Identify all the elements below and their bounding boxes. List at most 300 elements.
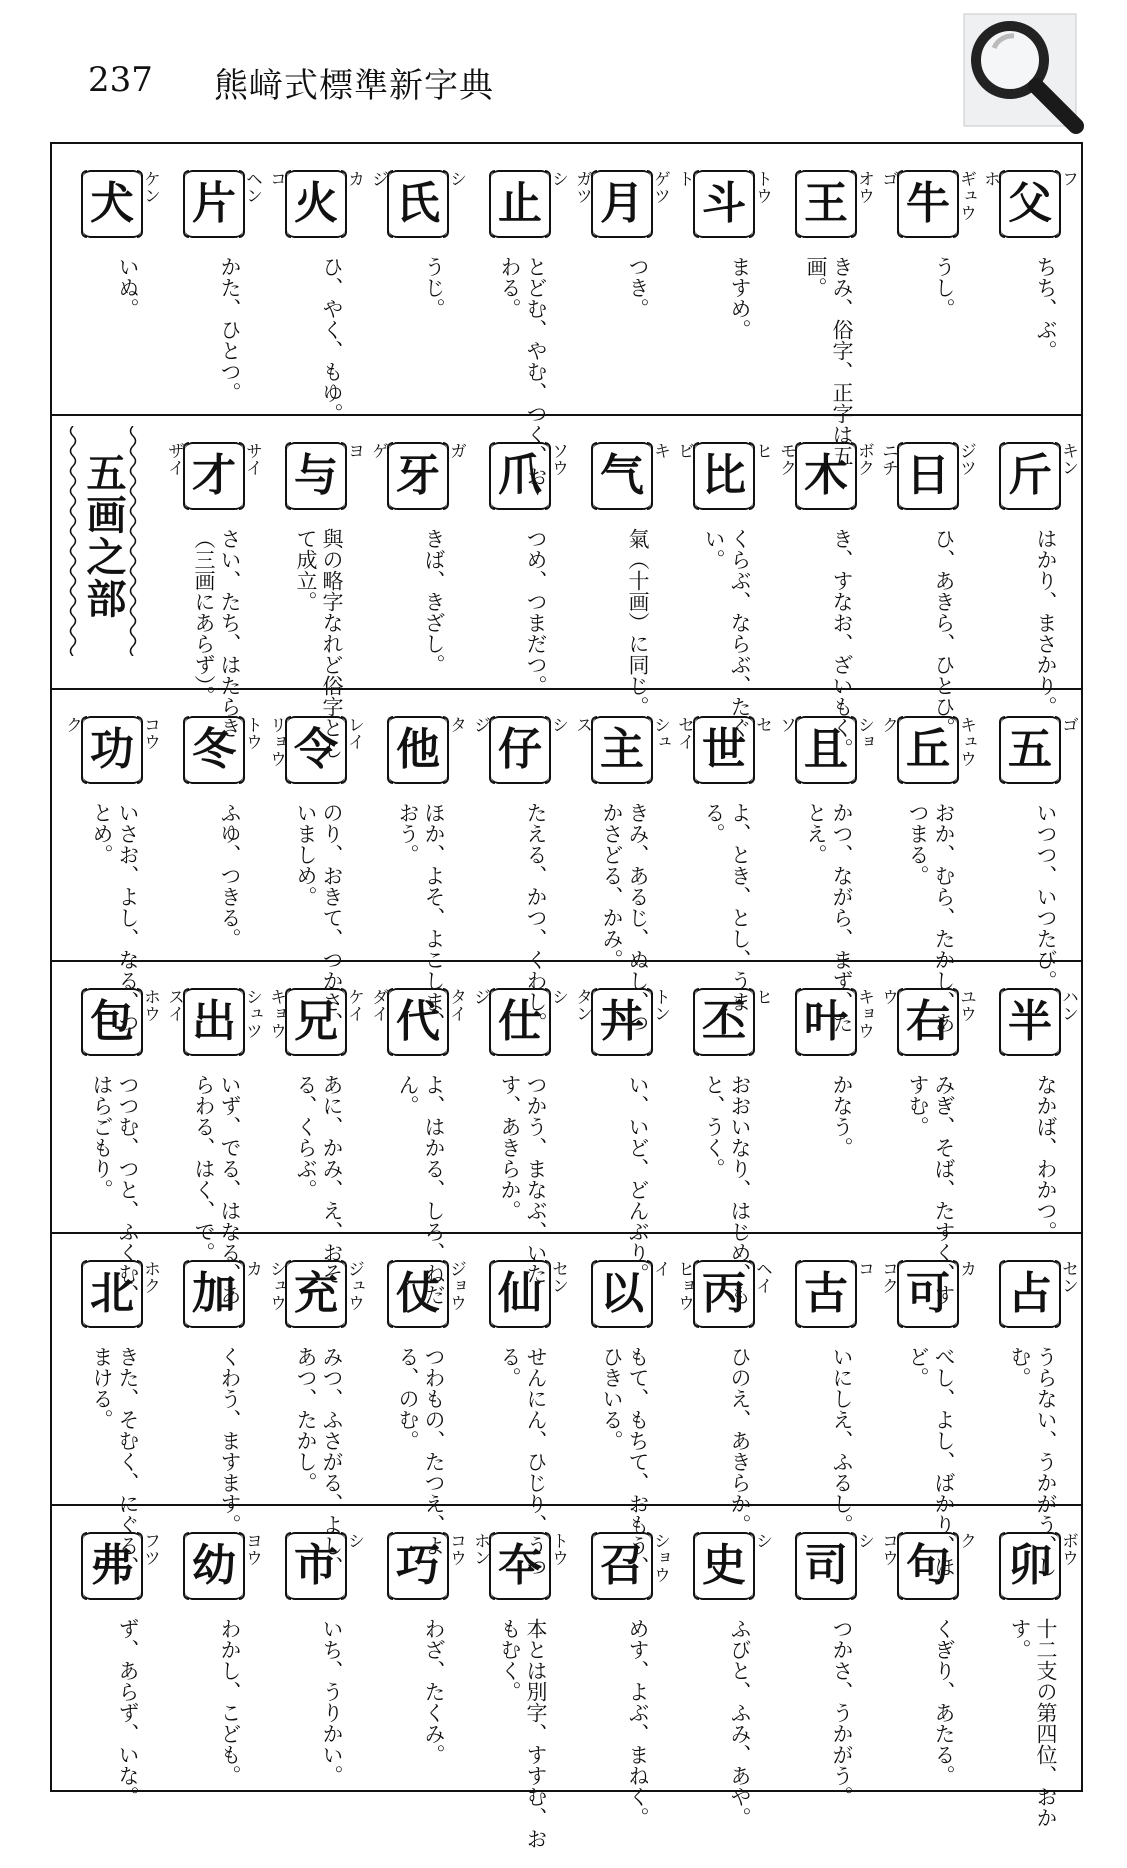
reading-right: ジツ	[956, 442, 976, 476]
kanji-entry[interactable]	[265, 144, 367, 424]
kanji-definition: ひ、あきら、ひとひ。	[932, 528, 956, 738]
kanji-character: 可	[906, 1268, 950, 1319]
kanji-entry[interactable]	[367, 144, 469, 414]
kanji-definition: かつ、ながら、まず、たとえ。	[804, 802, 854, 1033]
kanji-head	[265, 436, 367, 516]
kanji-character: 木	[804, 450, 848, 501]
kanji-definition: とどむ、やむ、つく、おわる。	[498, 256, 548, 487]
reading-right: フツ	[140, 1532, 160, 1566]
kanji-head	[469, 436, 571, 516]
kanji-definition: ちち、ぶ。	[1034, 256, 1058, 361]
kanji-head	[61, 164, 163, 244]
reading-right: イ	[650, 1260, 670, 1277]
kanji-entry[interactable]	[877, 144, 979, 414]
kanji-definition: かなう。	[830, 1074, 854, 1158]
kanji-character: 令	[294, 724, 338, 775]
reading-right: ク	[956, 1532, 976, 1549]
kanji-character: 冬	[192, 724, 236, 775]
kanji-definition: よ、はかる、しろ、ねだん。	[396, 1074, 446, 1305]
reading-right: キョウ	[854, 988, 874, 1039]
kanji-head	[775, 1526, 877, 1606]
kanji-definition: 氣（十画）に同じ。	[626, 528, 650, 717]
kanji-character: 兄	[294, 996, 338, 1047]
kanji-entry[interactable]	[163, 1234, 265, 1535]
kanji-head	[163, 1254, 265, 1334]
kanji-definition: めす、よぶ、まねく。	[626, 1618, 650, 1828]
kanji-character: 且	[804, 724, 848, 775]
reading-right: シ	[752, 1532, 772, 1549]
kanji-head	[367, 1526, 469, 1606]
reading-right: ヒ	[752, 988, 772, 1005]
reading-left: コク	[878, 1260, 898, 1294]
kanji-character: 仙	[498, 1268, 542, 1319]
kanji-definition: つめ、つまだつ。	[524, 528, 548, 696]
reading-right: ゲツ	[650, 170, 670, 204]
reading-right: ホウ	[140, 988, 160, 1022]
magnifier-icon[interactable]	[958, 8, 1088, 138]
kanji-character: 父	[1008, 178, 1052, 229]
kanji-definition: いにしえ、ふるし。	[830, 1346, 854, 1535]
reading-right: シ	[548, 988, 568, 1005]
kanji-definition: ますめ。	[728, 256, 752, 340]
kanji-definition: 本とは別字、すすむ、おもむく。	[498, 1618, 548, 1849]
kanji-character: 功	[90, 724, 134, 775]
reading-left: ヒョウ	[674, 1260, 694, 1311]
kanji-entry[interactable]	[367, 1506, 469, 1790]
kanji-entry[interactable]	[61, 1506, 163, 1807]
reading-left: ジ	[470, 716, 490, 733]
kanji-character: 日	[906, 450, 950, 501]
kanji-head	[61, 1254, 163, 1334]
kanji-head	[877, 1254, 979, 1334]
kanji-definition: うらない、うかがう、しむ。	[1008, 1346, 1058, 1577]
reading-right: トン	[650, 988, 670, 1022]
kanji-character: 占	[1008, 1268, 1052, 1319]
kanji-character: 加	[192, 1268, 236, 1319]
reading-right: ショ	[854, 716, 874, 750]
reading-left: ゴ	[878, 170, 898, 187]
reading-left: ホ	[980, 170, 1000, 187]
kanji-character: 仔	[498, 724, 542, 775]
section-title: 五画之部	[80, 452, 127, 620]
kanji-head	[979, 710, 1081, 790]
reading-right: ボウ	[1058, 1532, 1078, 1566]
kanji-definition: ひ、やく、もゆ。	[320, 256, 344, 424]
reading-right: セ	[752, 716, 772, 733]
kanji-head	[979, 982, 1081, 1062]
reading-left: ク	[62, 716, 82, 733]
row	[52, 1506, 1081, 1849]
kanji-definition: みつ、ふさがる、よし、あつ、たかし。	[294, 1346, 344, 1577]
reading-right: レイ	[344, 716, 364, 750]
reading-right: ケイ	[344, 988, 364, 1022]
kanji-head	[979, 164, 1081, 244]
reading-right: ボク	[854, 442, 874, 476]
kanji-head	[571, 436, 673, 516]
reading-left: ソ	[776, 716, 796, 733]
reading-right: セン	[548, 1260, 568, 1294]
kanji-head	[163, 164, 265, 244]
reading-left: コウ	[878, 1532, 898, 1566]
kanji-head	[571, 710, 673, 790]
reading-right: タ	[446, 716, 466, 733]
kanji-character: 史	[702, 1540, 746, 1591]
reading-right: ホク	[140, 1260, 160, 1294]
page-number: 237	[88, 60, 153, 100]
reading-left: ゲ	[368, 442, 388, 459]
kanji-definition: べし、よし、ばかり、ほど。	[906, 1346, 956, 1577]
kanji-head	[469, 982, 571, 1062]
reading-right: サイ	[242, 442, 262, 476]
kanji-character: 古	[804, 1268, 848, 1319]
kanji-definition: ふゆ、つきる。	[218, 802, 242, 949]
reading-right: トウ	[752, 170, 772, 204]
kanji-head	[571, 982, 673, 1062]
kanji-character: 叶	[804, 996, 848, 1047]
reading-right: シュツ	[242, 988, 262, 1039]
reading-right: シ	[854, 1532, 874, 1549]
kanji-character: 才	[192, 450, 236, 501]
kanji-character: 出	[192, 996, 236, 1047]
reading-right: ハン	[1058, 988, 1078, 1022]
kanji-entry[interactable]	[775, 1506, 877, 1807]
kanji-head	[571, 1526, 673, 1606]
kanji-definition: うじ。	[422, 256, 446, 319]
kanji-character: 止	[498, 178, 542, 229]
kanji-definition: いち、うりかい。	[320, 1618, 344, 1786]
kanji-entry[interactable]	[469, 1506, 571, 1849]
reading-left: モク	[776, 442, 796, 476]
kanji-character: 斤	[1008, 450, 1052, 501]
reading-right: コウ	[446, 1532, 466, 1566]
kanji-head	[877, 436, 979, 516]
kanji-definition: つき。	[626, 256, 650, 319]
kanji-character: 以	[600, 1268, 644, 1319]
reading-right: ショウ	[650, 1532, 670, 1583]
kanji-character: 北	[90, 1268, 134, 1319]
kanji-entry[interactable]	[163, 144, 265, 414]
reading-right: シ	[548, 170, 568, 187]
kanji-head	[673, 1526, 775, 1606]
kanji-definition: はかり、まさかり。	[1034, 528, 1058, 717]
kanji-entry[interactable]	[469, 416, 571, 696]
kanji-head	[163, 982, 265, 1062]
reading-left: ホン	[470, 1532, 490, 1566]
kanji-definition: くわう、ますます。	[218, 1346, 242, 1535]
kanji-definition: 與の略字なれど俗字として成立。	[294, 528, 344, 759]
kanji-definition: あに、かみ、え、おそる、くらぶ。	[294, 1074, 344, 1284]
kanji-entry[interactable]	[673, 690, 775, 1012]
reading-left: セイ	[674, 716, 694, 750]
kanji-definition: のり、おきて、つかさ、いましめ。	[294, 802, 344, 1033]
kanji-character: 月	[600, 178, 644, 229]
kanji-character: 司	[804, 1540, 848, 1591]
kanji-definition: い、いど、どんぶり。	[626, 1074, 650, 1284]
kanji-definition: おおいなり、はじめ、もと、うく。	[702, 1074, 752, 1305]
kanji-head	[877, 982, 979, 1062]
kanji-head	[265, 1254, 367, 1334]
kanji-definition: いさお、よし、なる、つとめ。	[90, 802, 140, 1033]
kanji-definition: ず、あらず、いな。	[116, 1618, 140, 1807]
kanji-head	[979, 436, 1081, 516]
kanji-character: 召	[600, 1540, 644, 1591]
kanji-character: 代	[396, 996, 440, 1047]
reading-right: ケン	[140, 170, 160, 204]
kanji-entry[interactable]	[673, 144, 775, 414]
kanji-head	[775, 710, 877, 790]
dictionary-grid	[50, 142, 1083, 1849]
reading-right: ユウ	[956, 988, 976, 1022]
kanji-definition: くぎり、あたる。	[932, 1618, 956, 1786]
reading-right: フ	[1058, 170, 1078, 187]
kanji-entry[interactable]	[673, 1506, 775, 1828]
reading-right: ジュウ	[344, 1260, 364, 1311]
kanji-head	[775, 1254, 877, 1334]
kanji-definition: きた、そむく、にぐる、まける。	[90, 1346, 140, 1577]
kanji-character: 斗	[702, 178, 746, 229]
reading-right: ヒ	[752, 442, 772, 459]
kanji-head	[979, 1526, 1081, 1606]
kanji-character: 仕	[498, 996, 542, 1047]
reading-right: ヨ	[344, 442, 364, 459]
kanji-definition: ひのえ、あきらか。	[728, 1346, 752, 1535]
kanji-head	[367, 436, 469, 516]
reading-left: キョウ	[266, 988, 286, 1039]
kanji-definition: よ、とき、とし、うまる。	[702, 802, 752, 1012]
reading-right: キ	[650, 442, 670, 459]
kanji-definition: きみ、あるじ、ぬし、つかさどる、かみ。	[600, 802, 650, 1033]
kanji-definition: さい、たち、はたらき（三画にあらず）。	[192, 528, 242, 738]
section-header	[68, 426, 138, 656]
kanji-head	[163, 1526, 265, 1606]
kanji-entry[interactable]	[571, 144, 673, 414]
kanji-definition: いぬ。	[116, 256, 140, 319]
kanji-head	[469, 710, 571, 790]
kanji-entry[interactable]	[979, 416, 1081, 717]
kanji-entry[interactable]	[877, 1506, 979, 1790]
kanji-character: 世	[702, 724, 746, 775]
kanji-character: 巧	[396, 1540, 440, 1591]
kanji-head	[163, 710, 265, 790]
kanji-character: 充	[294, 1268, 338, 1319]
kanji-definition: きみ、俗字、正字は五画。	[804, 256, 854, 466]
reading-left: ダイ	[368, 988, 388, 1022]
kanji-entry[interactable]	[571, 1506, 673, 1828]
kanji-definition: いつつ、いつたび。	[1034, 802, 1058, 991]
reading-left: ジ	[470, 988, 490, 1005]
kanji-head	[265, 164, 367, 244]
kanji-character: 牙	[396, 450, 440, 501]
kanji-entry[interactable]	[163, 962, 265, 1305]
reading-left: ビ	[674, 442, 694, 459]
kanji-head	[367, 710, 469, 790]
page-header	[0, 0, 1127, 140]
reading-left: リョウ	[266, 716, 286, 767]
kanji-character: 爪	[498, 450, 542, 501]
kanji-definition: うし。	[932, 256, 956, 319]
kanji-head	[673, 710, 775, 790]
book-title: 熊﨑式標準新字典	[214, 66, 494, 106]
wavy-border-left	[68, 426, 78, 656]
reading-right: オウ	[854, 170, 874, 204]
kanji-entry[interactable]	[571, 416, 673, 717]
reading-left: ト	[674, 170, 694, 187]
reading-right: ガ	[446, 442, 466, 459]
reading-right: キュウ	[956, 716, 976, 767]
kanji-head	[265, 982, 367, 1062]
kanji-character: 牛	[906, 178, 950, 229]
reading-right: シ	[446, 170, 466, 187]
reading-right: ソウ	[548, 442, 568, 476]
kanji-head	[367, 1254, 469, 1334]
kanji-character: 幼	[192, 1540, 236, 1591]
kanji-definition: なかば、わかつ。	[1034, 1074, 1058, 1242]
kanji-entry[interactable]	[877, 416, 979, 738]
kanji-character: 句	[906, 1540, 950, 1591]
reading-right: ゴ	[1058, 716, 1078, 733]
kanji-head	[877, 710, 979, 790]
reading-right: カ	[344, 170, 364, 187]
kanji-head	[469, 1526, 571, 1606]
kanji-character: 右	[906, 996, 950, 1047]
kanji-character: 犬	[90, 178, 134, 229]
kanji-definition: いず、でる、はなる、あらわる、はく、で。	[192, 1074, 242, 1305]
kanji-character: 丼	[600, 996, 644, 1047]
reading-right: ヨウ	[242, 1532, 262, 1566]
kanji-definition: かた、ひとつ。	[218, 256, 242, 403]
kanji-head	[673, 1254, 775, 1334]
kanji-character: 王	[804, 178, 848, 229]
kanji-character: 片	[192, 178, 236, 229]
kanji-head	[469, 1254, 571, 1334]
reading-right: ギュウ	[956, 170, 976, 221]
reading-right: シ	[548, 716, 568, 733]
kanji-head	[775, 436, 877, 516]
kanji-definition: 十二支の第四位、おかす。	[1008, 1618, 1058, 1828]
kanji-character: 半	[1008, 996, 1052, 1047]
kanji-entry[interactable]	[979, 1506, 1081, 1828]
kanji-entry[interactable]	[469, 690, 571, 1033]
kanji-definition: ふびと、ふみ、あや。	[728, 1618, 752, 1828]
wavy-border-right	[128, 426, 138, 656]
kanji-entry[interactable]	[265, 962, 367, 1284]
kanji-definition: き、すなお、ざいもく。	[830, 528, 854, 759]
kanji-definition: つわもの、たつえ、よる、のむ。	[396, 1346, 446, 1556]
kanji-character: 火	[294, 178, 338, 229]
kanji-head	[367, 164, 469, 244]
kanji-head	[775, 982, 877, 1062]
kanji-entry[interactable]	[979, 144, 1081, 414]
kanji-entry[interactable]	[163, 690, 265, 960]
reading-right: ヘイ	[752, 1260, 772, 1294]
kanji-head	[877, 1526, 979, 1606]
kanji-character: 氏	[396, 178, 440, 229]
kanji-character: 市	[294, 1540, 338, 1591]
kanji-head	[571, 164, 673, 244]
reading-right: ヘン	[242, 170, 262, 204]
kanji-character: 他	[396, 724, 440, 775]
reading-left: シュウ	[266, 1260, 286, 1311]
kanji-character: 卯	[1008, 1540, 1052, 1591]
kanji-head	[775, 164, 877, 244]
kanji-character: 丙	[702, 1268, 746, 1319]
kanji-head	[673, 436, 775, 516]
reading-left: ス	[572, 716, 592, 733]
kanji-character: 夲	[498, 1540, 542, 1591]
kanji-head	[61, 982, 163, 1062]
reading-left: スイ	[164, 988, 184, 1022]
reading-right: ジョウ	[446, 1260, 466, 1311]
reading-left: コ	[266, 170, 286, 187]
kanji-definition: つつむ、つと、ふくむ、はらごもり。	[90, 1074, 140, 1305]
kanji-definition: わざ、たくみ。	[422, 1618, 446, 1765]
reading-right: トウ	[242, 716, 262, 750]
kanji-character: 五	[1008, 724, 1052, 775]
kanji-head	[61, 710, 163, 790]
kanji-entry[interactable]	[775, 1234, 877, 1535]
kanji-head	[265, 710, 367, 790]
reading-right: シュ	[650, 716, 670, 750]
kanji-entry[interactable]	[367, 416, 469, 688]
kanji-entry[interactable]	[673, 1234, 775, 1535]
kanji-definition: たえる、かつ、くわし。	[524, 802, 548, 1033]
kanji-head	[163, 436, 265, 516]
reading-left: ウ	[878, 988, 898, 1005]
kanji-character: 丘	[906, 724, 950, 775]
kanji-character: 丕	[702, 996, 746, 1047]
kanji-character: 比	[702, 450, 746, 501]
reading-left: ジ	[368, 170, 388, 187]
kanji-entry[interactable]	[61, 144, 163, 414]
kanji-entry[interactable]	[775, 962, 877, 1232]
reading-left: ニチ	[878, 442, 898, 476]
reading-right: トウ	[548, 1532, 568, 1566]
kanji-character: 仗	[396, 1268, 440, 1319]
reading-right: コウ	[140, 716, 160, 750]
kanji-head	[61, 1526, 163, 1606]
kanji-head	[265, 1526, 367, 1606]
kanji-entry[interactable]	[979, 962, 1081, 1242]
kanji-definition: わかし、こども。	[218, 1618, 242, 1786]
kanji-character: 包	[90, 996, 134, 1047]
kanji-head	[979, 1254, 1081, 1334]
kanji-head	[571, 1254, 673, 1334]
kanji-definition: もて、もちて、おもう、ひきいる。	[600, 1346, 650, 1577]
reading-right: シ	[344, 1532, 364, 1549]
kanji-entry[interactable]	[571, 962, 673, 1284]
kanji-definition: くらぶ、ならぶ、たぐい。	[702, 528, 752, 738]
kanji-head	[673, 164, 775, 244]
kanji-head	[673, 982, 775, 1062]
kanji-entry[interactable]	[265, 1506, 367, 1790]
reading-left: ガツ	[572, 170, 592, 204]
kanji-head	[367, 982, 469, 1062]
reading-right: セン	[1058, 1260, 1078, 1294]
kanji-entry[interactable]	[265, 1234, 367, 1577]
reading-left: タン	[572, 988, 592, 1022]
kanji-definition: つかう、まなぶ、いたす、あきらか。	[498, 1074, 548, 1284]
kanji-character: 气	[600, 450, 644, 501]
kanji-definition: つかさ、うかがう。	[830, 1618, 854, 1807]
kanji-definition: みぎ、そば、たすく、すすむ。	[906, 1074, 956, 1305]
kanji-entry[interactable]	[979, 690, 1081, 991]
kanji-entry[interactable]	[163, 1506, 265, 1790]
kanji-character: 弗	[90, 1540, 134, 1591]
reading-right: キン	[1058, 442, 1078, 476]
reading-right: カ	[956, 1260, 976, 1277]
kanji-head	[877, 164, 979, 244]
kanji-definition: ほか、よそ、よこしま、おう。	[396, 802, 446, 1033]
